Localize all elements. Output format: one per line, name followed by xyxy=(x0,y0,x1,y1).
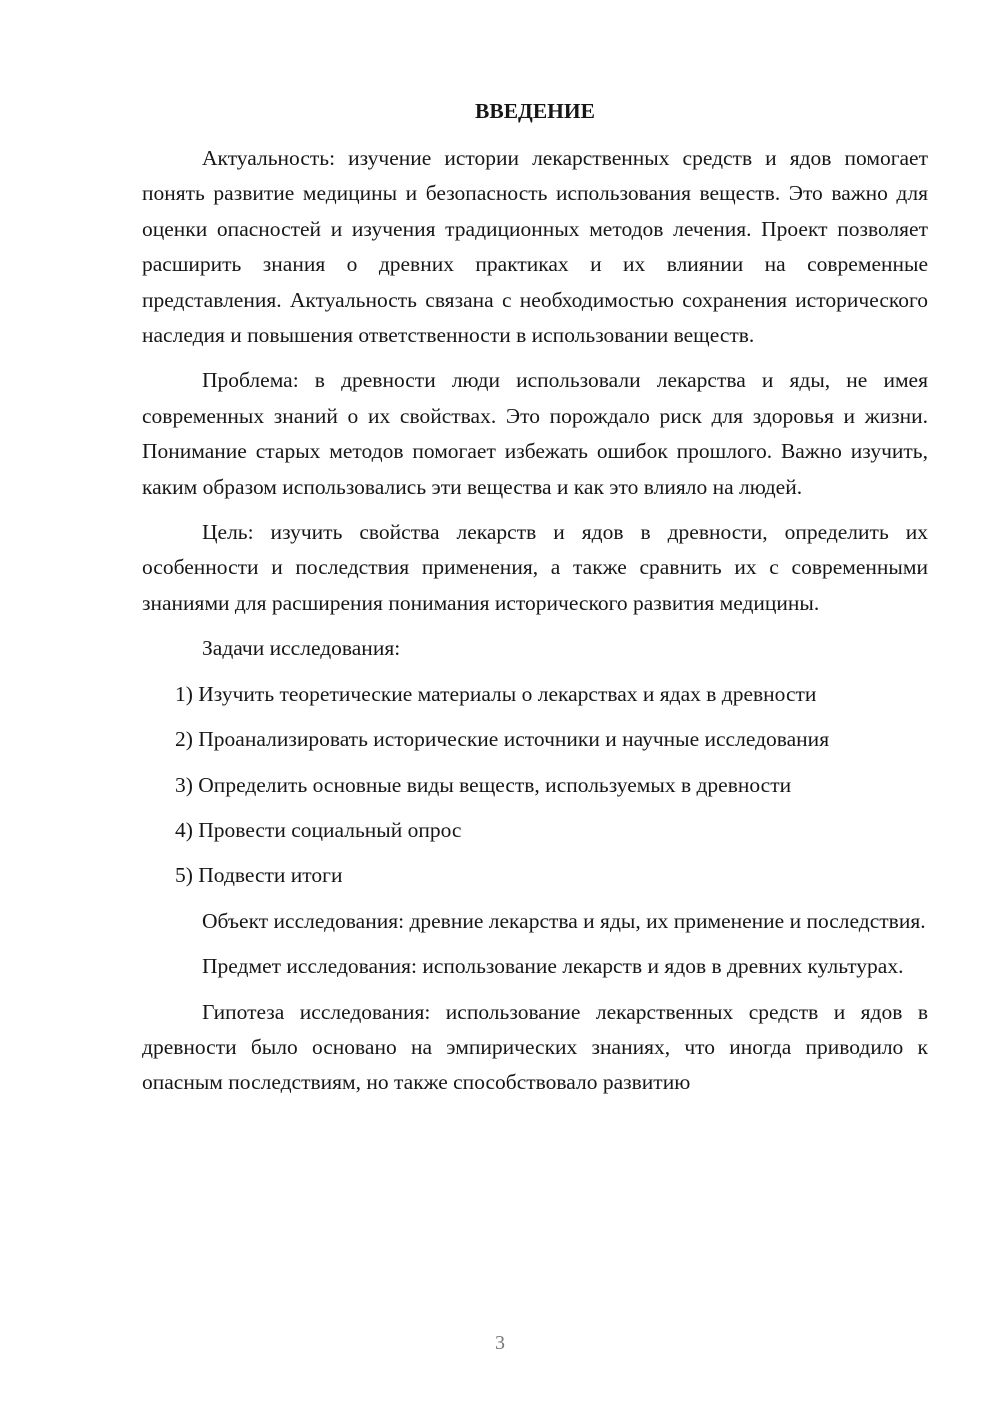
paragraph-relevance: Актуальность: изучение истории лекарственных средств и ядов помогает понять развитие медицины и безопасность использования веществ. Это важно для оценки опасностей и изучения традиционных методов лечения. Проект позволяет расширить знания о древних практиках и их влиянии на современные представления. Актуальность связана с необходимостью сохранения исторического наследия и повышения ответственности в использовании веществ. xyxy=(142,146,928,348)
task-item: 1) Изучить теоретические материалы о лекарствах и ядах в древности xyxy=(175,681,817,706)
paragraph-object: Объект исследования: древние лекарства и яды, их применение и последствия. xyxy=(202,908,926,933)
document-body xyxy=(142,141,928,1101)
task-item: 5) Подвести итоги xyxy=(175,863,343,888)
tasks-list xyxy=(142,677,928,894)
task-item: 2) Проанализировать исторические источники и научные исследования xyxy=(175,727,830,752)
page-heading: ВВЕДЕНИЕ xyxy=(475,99,595,123)
paragraph-goal: Цель: изучить свойства лекарств и ядов в древности, определить их особенности и последствия применения, а также сравнить их с современными знаниями для расширения понимания исторического развития медицины. xyxy=(142,520,928,615)
page-number: 3 xyxy=(495,1332,505,1354)
task-item: 3) Определить основные виды веществ, используемых в древности xyxy=(175,772,792,797)
task-item: 4) Провести социальный опрос xyxy=(175,817,462,842)
paragraph-hypothesis: Гипотеза исследования: использование лекарственных средств и ядов в древности было основано на эмпирических знаниях, что иногда приводило к опасным последствиям, но также способствовало развитию xyxy=(142,999,928,1095)
paragraph-subject: Предмет исследования: использование лекарств и ядов в древних культурах. xyxy=(202,954,904,979)
paragraph-problem: Проблема: в древности люди использовали лекарства и яды, не имея современных знаний о их свойствах. Это порождало риск для здоровья и жизни. Понимание старых методов помогает избежать ошибок прошлого. Важно изучить, каким образом использовались эти вещества и как это влияло на людей. xyxy=(142,368,928,499)
tasks-heading: Задачи исследования: xyxy=(202,636,401,661)
